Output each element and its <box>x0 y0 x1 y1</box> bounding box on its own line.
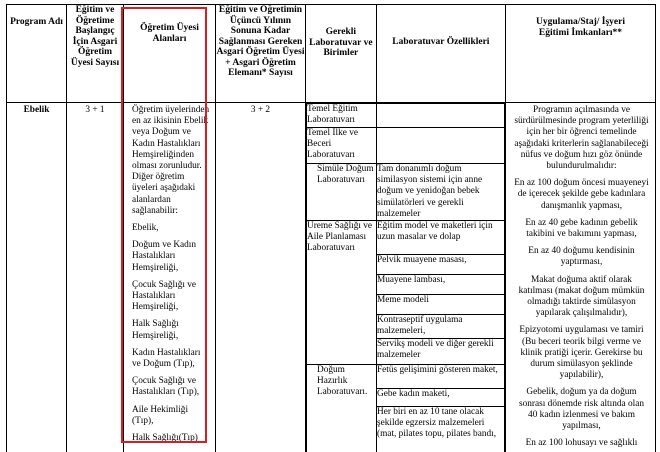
program-table <box>6 4 656 452</box>
list-item: En az 40 gebe kadının gebelik takibini ve bakımını yapması, <box>525 217 638 240</box>
practice-intro: Programın açılmasında ve sürdürülmesinde program yeterliliği için her bir öğrenci temelinde aşağıdaki kriterlerin sağlanabileceği nüfus ve doğum hızı göz önünde bulundurulmalıdır: <box>514 105 649 172</box>
header-lab-features: Laboratuvar Özellikleri <box>376 5 505 103</box>
labs-cell <box>306 103 506 452</box>
list-item: Çocuk Sağlığı ve Hastalıkları Hemşireliği, <box>132 279 197 313</box>
lab-row <box>307 365 505 452</box>
min-faculty-third-year-cell: 3 + 2 <box>216 103 306 452</box>
practice-facilities-cell <box>506 103 656 452</box>
header-min-faculty-start: Eğitim ve Öğretime Başlangıç İçin Asgari Öğretim Üyesi Sayısı <box>67 5 124 103</box>
list-item: En az 40 doğumu kendisinin yaptırması, <box>528 246 635 268</box>
feature-item: Fetüs gelişimini gösteren maket, <box>377 365 504 389</box>
list-item: Ebelik, <box>132 223 159 234</box>
feature-item: Gebe kadın maketi, <box>377 389 504 407</box>
feature-item: Pelvik muayene masası, <box>377 255 504 275</box>
min-faculty-start-cell: 3 + 1 <box>67 103 124 452</box>
list-item: Epizyotomi uygulaması ve tamiri (Bu beceri teorik bilgi verme ve klinik pratiği içerir. Gerekirse bu durum simülasyon şeklinde yapılabilir), <box>519 325 644 381</box>
feature-item: Kontraseptif uygulama malzemeleri, <box>377 315 504 339</box>
labs-subtable <box>306 103 505 452</box>
lab-row <box>307 164 505 221</box>
feature-item: Muayene lambası, <box>377 275 504 295</box>
list-item: En az 100 lohusayı ve sağlıklı <box>525 438 638 449</box>
header-min-faculty-third-year: Eğitim ve Öğretimin Üçüncü Yılının Sonuna Kadar Sağlanması Gereken Asgari Öğretim Üyesi + Asgari Öğretim Elemanı* Sayısı <box>216 5 306 103</box>
lab-features <box>377 128 505 164</box>
list-item: Halk Sağlığı Hemşireliği, <box>132 319 179 341</box>
list-item: Gebelik, doğum ya da doğum sonrası dönemde risk altında olan 40 kadın izlenmesi ve bakım yapılması, <box>519 387 644 432</box>
faculty-fields-cell <box>124 103 216 452</box>
feature-item: Eğitim model ve maketleri için uzun masalar ve dolap <box>377 221 504 255</box>
lab-row <box>307 104 505 128</box>
lab-name: Temel Eğitim Laboratuvarı <box>307 104 377 128</box>
faculty-fields-intro: Öğretim üyelerinden en az ikisinin Ebelik veya Doğum ve Kadın Hastalıkları Hemşireliğinden olması zorunludur. Diğer öğretim üyeleri aşağıdaki alanlardan sağlanabilir: <box>132 105 210 216</box>
program-name-cell: Ebelik <box>7 103 67 452</box>
lab-features <box>377 365 505 452</box>
header-practice-facilities: Uygulama/Staj/ İşyeri Eğitimi İmkanları** <box>506 5 656 103</box>
features-list <box>377 365 504 452</box>
header-row <box>7 5 656 103</box>
header-required-labs: Gerekli Laboratuvar ve Birimler <box>306 5 377 103</box>
lab-row <box>307 128 505 164</box>
header-program-name: Program Adı <box>7 5 67 103</box>
list-item: En az 100 doğum öncesi muayeneyi de içerecek şekilde gebe kadınlara danışmanlık yapması, <box>514 178 649 211</box>
feature-item: Her biri en az 10 tane olacak şekilde egzersiz malzemeleri (mat, pilates topu, pilates bandı, <box>377 407 504 452</box>
feature-item: Meme modeli <box>377 295 504 315</box>
lab-name: Üreme Sağlığı ve Aile Planlaması Laboratuvarı <box>307 221 377 365</box>
feature-item: Servikş modeli ve diğer gerekli malzemeler <box>377 339 504 365</box>
list-item: Çocuk Sağlığı ve Hastalıkları (Tıp), <box>132 376 200 398</box>
lab-name: Simüle Doğum Laboratuvarı <box>307 164 377 221</box>
list-item: Doğum ve Kadın Hastalıkları Hemşireliği, <box>132 240 197 273</box>
lab-name: Temel İlke ve Beceri Laboratuvarı <box>307 128 377 164</box>
lab-features: Tam donanımlı doğum similasyon sistemi için anne doğum ve yenidoğan bebek simülatörleri ve gerekli malzemeler <box>377 164 505 221</box>
lab-features <box>377 221 505 365</box>
lab-name: Doğum Hazırlık Laboratuvarı. <box>307 365 377 452</box>
header-faculty-fields: Öğretim Üyesi Alanları <box>124 5 216 103</box>
lab-row <box>307 221 505 365</box>
table-row <box>7 103 656 452</box>
list-item: Kadın Hastalıkları ve Doğum (Tıp), <box>132 347 201 370</box>
list-item: Makat doğuma aktif olarak katılması (makat doğum mümkün olmadığı taktirde simülasyon yapılarak çalışılmalıdır), <box>518 274 645 319</box>
lab-features <box>377 104 505 128</box>
list-item: Halk Sağlığı(Tıp) <box>132 433 198 444</box>
list-item: Aile Hekimliği (Tıp), <box>132 404 189 426</box>
features-list <box>377 221 504 365</box>
